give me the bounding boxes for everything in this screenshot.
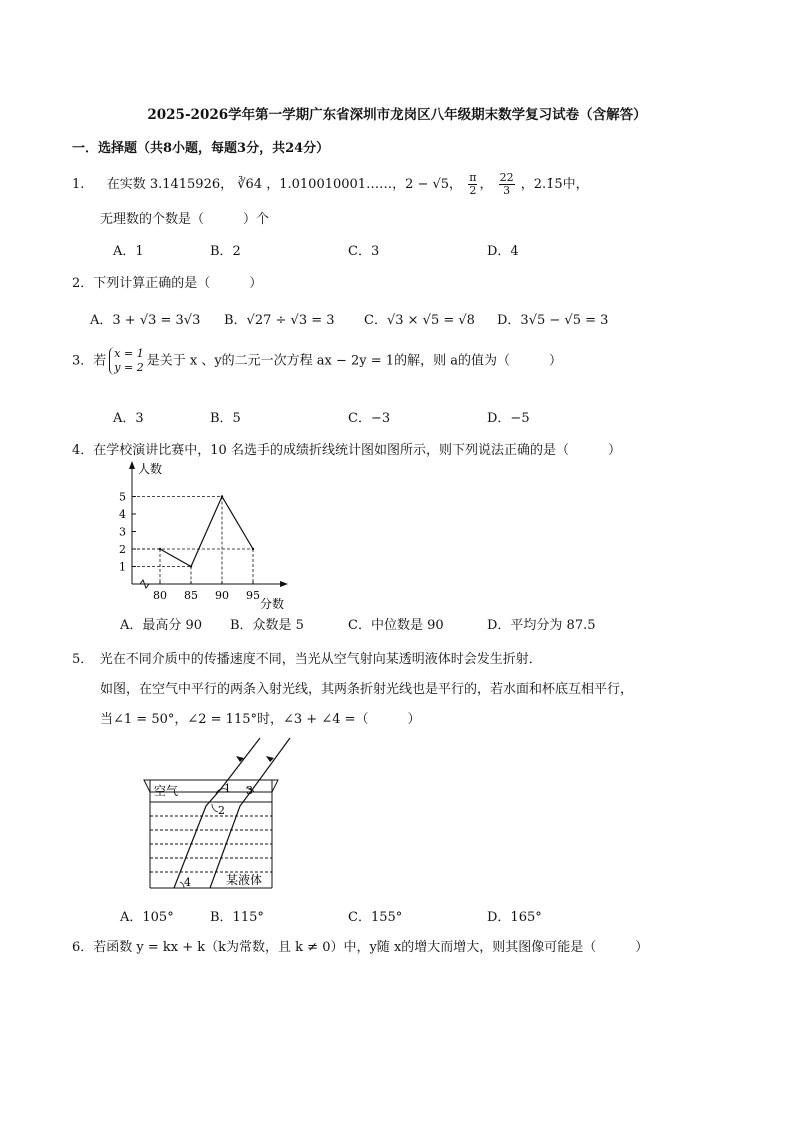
y-axis-label: 人数 <box>138 462 163 476</box>
data-point <box>190 565 192 567</box>
question-4-option-b[interactable]: B．众数是 5 <box>230 618 304 633</box>
question-1-option-d[interactable]: D．4 <box>487 244 519 259</box>
x-tick-label: 80 <box>153 589 167 602</box>
question-4-option-d[interactable]: D．平均分为 87.5 <box>487 618 596 633</box>
question-5-option-d[interactable]: D．165° <box>487 910 542 925</box>
question-3-option-c[interactable]: C．−3 <box>348 411 391 426</box>
y-axis-arrow <box>129 461 135 469</box>
question-2-option-d[interactable]: D．3√5 − √5 = 3 <box>497 313 609 328</box>
question-3-stem <box>72 347 562 375</box>
question-1-stem: 1. 在实数 3.1415926， ∛64 ，1.010010001……，2 − √5， $\frac{\pi}{2}$ ， $\frac{22}{3}$ ，2.1̇5̇中， <box>72 171 589 197</box>
question-4-stem: 4．在学校演讲比赛中，10 名选手的成绩折线统计图如图所示，则下列说法正确的是（ ） <box>72 443 621 458</box>
question-1-fraction-pi: $\frac{\pi}{2}$ <box>469 171 477 197</box>
y-tick-label: 1 <box>119 560 126 574</box>
data-point <box>252 548 254 550</box>
question-2-option-a[interactable]: A．3 + √3 = 3√3 <box>90 313 201 328</box>
y-tick-label: 2 <box>119 543 126 556</box>
y-tick-label: 5 <box>119 490 126 504</box>
angle-label-2: 2 <box>218 804 225 817</box>
liquid-hatching <box>150 816 272 872</box>
question-3-equation-system: x = 1 y = 2 <box>109 347 143 375</box>
x-axis-label: 分数 <box>260 597 285 609</box>
x-axis-arrow <box>280 581 288 587</box>
question-3-text: 是关于 x 、y的二元一次方程 ax − 2y = 1的解，则 a的值为（ ） <box>146 353 562 369</box>
question-5-option-c[interactable]: C．155° <box>348 910 403 925</box>
question-1-cbrt: ∛64 <box>237 177 263 192</box>
data-point <box>159 548 161 550</box>
exam-title: 2025-2026学年第一学期广东省深圳市龙岗区八年级期末数学复习试卷（含解答） <box>147 107 647 123</box>
question-1-text-c: ，2.1̇5̇中， <box>520 177 589 192</box>
question-1-option-c[interactable]: C．3 <box>348 244 380 259</box>
question-5-refraction-figure <box>140 732 300 892</box>
y-tick-label: 3 <box>119 525 126 539</box>
question-1-option-a[interactable]: A．1 <box>113 244 144 259</box>
question-1-number: 1. <box>72 177 85 192</box>
label-air: 空气 <box>154 784 179 798</box>
question-1-text-a: 在实数 3.1415926， <box>106 177 234 192</box>
question-5-line2: 如图，在空气中平行的两条入射光线，其两条折射光线也是平行的，若水面和杯底互相平行， <box>100 682 634 697</box>
question-3-option-b[interactable]: B．5 <box>210 411 241 426</box>
question-1-option-b[interactable]: B．2 <box>210 244 241 259</box>
question-2-stem: 2．下列计算正确的是（ ） <box>72 276 263 291</box>
question-2-option-b[interactable]: B．√27 ÷ √3 = 3 <box>224 313 335 328</box>
question-5-line3: 当∠1 = 50°，∠2 = 115°时，∠3 + ∠4 =（ ） <box>100 712 421 727</box>
data-point <box>221 495 223 497</box>
question-4-option-c[interactable]: C．中位数是 90 <box>348 618 444 633</box>
x-tick-label: 90 <box>215 589 229 602</box>
series-line <box>160 497 253 567</box>
question-1-line2: 无理数的个数是（ ）个 <box>100 212 270 227</box>
x-tick-label: 85 <box>184 589 198 602</box>
incident-ray-1 <box>174 738 263 888</box>
section-heading: 一．选择题（共8小题，每题3分，共24分） <box>72 141 330 156</box>
question-3-prefix: 3．若 <box>72 353 107 369</box>
question-1-fraction-22-3: $\frac{22}{3}$ <box>499 171 514 197</box>
question-3-option-a[interactable]: A．3 <box>113 411 144 426</box>
question-5-option-b[interactable]: B．115° <box>210 910 264 925</box>
question-4-option-a[interactable]: A．最高分 90 <box>120 618 203 633</box>
question-5-line1: 5． 光在不同介质中的传播速度不同，当光从空气射向某透明液体时会发生折射． <box>72 652 542 667</box>
label-liquid: 某液体 <box>226 873 263 887</box>
x-tick-label: 95 <box>246 589 260 602</box>
angle-label-1: 1 <box>224 782 231 795</box>
angle-label-3: 3 <box>246 784 253 797</box>
question-1-text-b: ，1.010010001……，2 − √5， <box>266 177 463 192</box>
angle-label-4: 4 <box>184 876 191 889</box>
question-5-option-a[interactable]: A．105° <box>120 910 174 925</box>
question-4-line-chart <box>110 457 300 609</box>
question-3-option-d[interactable]: D．−5 <box>487 411 530 426</box>
question-2-option-c[interactable]: C．√3 × √5 = √8 <box>364 313 475 328</box>
question-6-stem: 6．若函数 y = kx + k（k为常数，且 k ≠ 0）中，y随 x的增大而增大，则其图像可能是（ ） <box>72 940 649 955</box>
y-tick-label: 4 <box>119 508 126 521</box>
